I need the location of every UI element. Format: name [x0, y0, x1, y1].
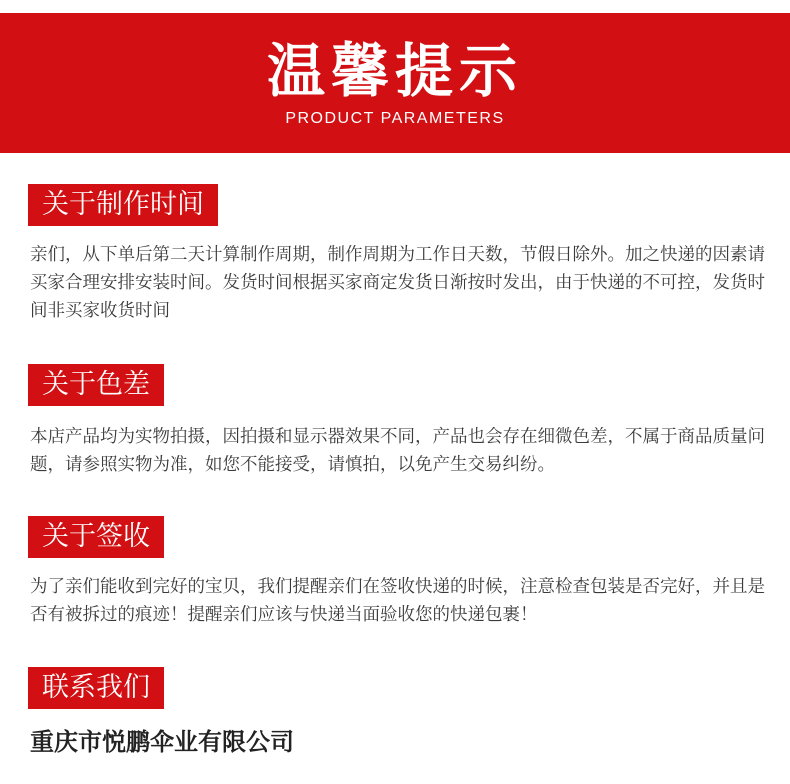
- header-banner: [0, 13, 790, 153]
- section-heading-receipt: 关于签收: [28, 516, 164, 558]
- section-text-receipt: 为了亲们能收到完好的宝贝，我们提醒亲们在签收快递的时候，注意检查包装是否完好，并且是否有被拆过的痕迹！提醒亲们应该与快递当面验收您的快递包裹！: [30, 577, 765, 625]
- section-heading-color-difference: 关于色差: [28, 364, 164, 406]
- section-heading-contact: 联系我们: [28, 667, 164, 709]
- section-text-color-difference: 本店产品均为实物拍摄，因拍摄和显示器效果不同，产品也会存在细微色差，不属于商品质量问题，请参照实物为准，如您不能接受，请慎拍，以免产生交易纠纷。: [30, 427, 765, 475]
- section-heading-production-time: 关于制作时间: [28, 184, 218, 226]
- page-title: 温馨提示: [266, 37, 523, 105]
- section-text-production-time: 亲们，从下单后第二天计算制作周期，制作周期为工作日天数，节假日除外。加之快递的因素请买家合理安排安装时间。发货时间根据买家商定发货日渐按时发出，由于快递的不可控，发货时间非买家收货时间: [30, 245, 765, 321]
- company-name: 重庆市悦鹏伞业有限公司: [30, 728, 294, 756]
- page-subtitle: PRODUCT PARAMETERS: [285, 110, 505, 127]
